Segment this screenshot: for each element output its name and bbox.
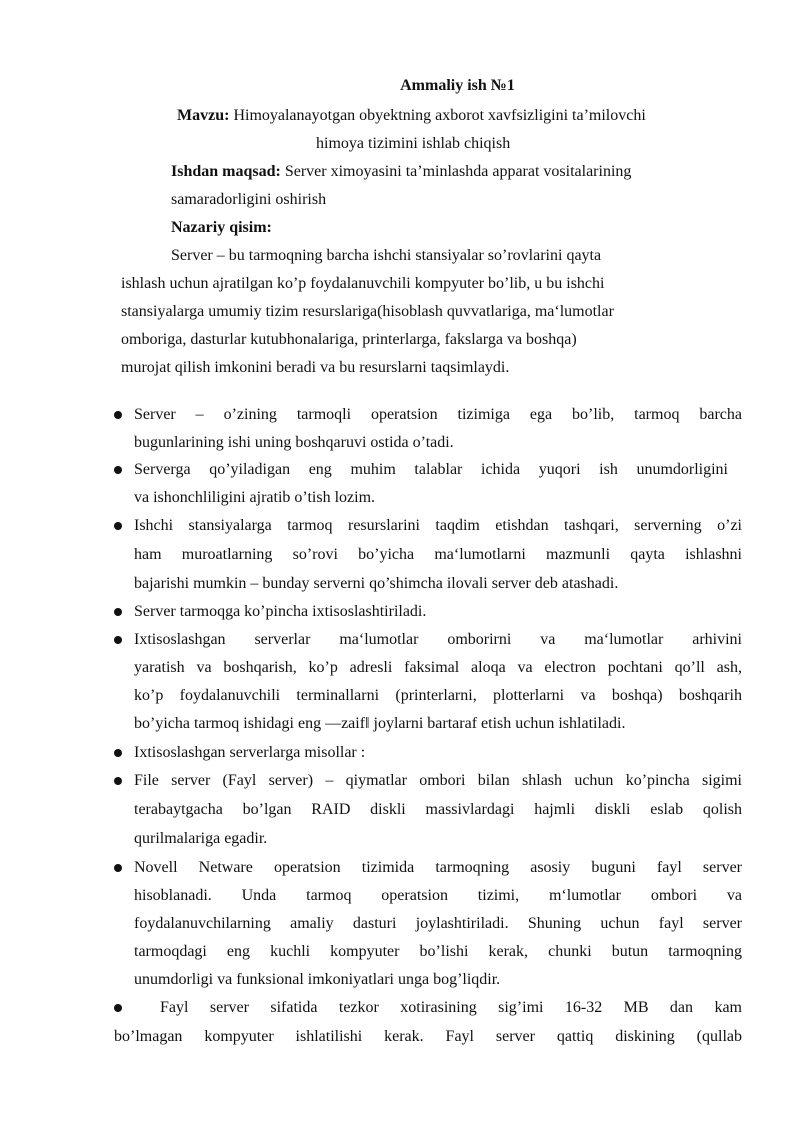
- intro-line-4: omboriga, dasturlar kutubhonalariga, printerlarga, fakslarga va boshqa): [121, 331, 577, 348]
- goal-line-1: [171, 162, 631, 182]
- intro-line-1: Server – bu tarmoqning barcha ishchi stansiyalar so’rovlarini qayta: [171, 247, 602, 264]
- bullet-dot: [114, 749, 122, 757]
- list-item-3-line-1: Ishchi stansiyalarga tarmoq resurslarini taqdim etishdan tashqari, serverning o’zi: [134, 517, 742, 534]
- list-item-8-line-4: tarmoqdagi eng kuchli kompyuter bo’lishi kerak, chunki butun tarmoqning: [134, 943, 742, 960]
- list-item-2-line-2: va ishonchliligini ajratib o’tish lozim.: [134, 489, 376, 506]
- list-item-7-line-1: File server (Fayl server) – qiymatlar ombori bilan shlash uchun ko’pincha sigimi: [134, 772, 742, 789]
- list-item-9-line-1: Fayl server sifatida tezkor xotirasining sig’imi 16-32 MB dan kam: [160, 999, 742, 1016]
- bullet-dot: [114, 522, 122, 530]
- intro-line-2: ishlash uchun ajratilgan ko’p foydalanuvchili kompyuter bo’lib, u bu ishchi: [121, 275, 605, 292]
- bullet-dot: [114, 466, 122, 474]
- goal-label: Ishdan maqsad:: [171, 163, 281, 180]
- bullet-dot: [114, 864, 122, 872]
- list-item-7-line-3: qurilmalariga egadir.: [134, 830, 268, 847]
- list-item-3-line-2: ham muroatlarning so’rovi bo’yicha ma‘lumotlarni mazmunli qayta ishlashni: [134, 546, 742, 563]
- list-item-8-line-1: Novell Netware operatsion tizimida tarmoqning asosiy buguni fayl server: [134, 859, 742, 876]
- list-item-7-line-2: terabaytgacha bo’lgan RAID diskli massivlardagi hajmli diskli eslab qolish: [134, 801, 742, 818]
- bullet-dot: [114, 608, 122, 616]
- theory-heading: Nazariy qisim:: [171, 219, 272, 236]
- list-item-1-line-1: Server – o’zining tarmoqli operatsion tizimiga ega bo’lib, tarmoq barcha: [134, 406, 742, 423]
- list-item-8-line-5: unumdorligi va funksional imkoniyatlari unga bog’liqdir.: [134, 971, 501, 988]
- list-item-8-line-3: foydalanuvchilarning amaliy dasturi joylashtiriladi. Shuning uchun fayl server: [134, 915, 742, 932]
- bullet-dot: [114, 1004, 122, 1012]
- bullet-dot: [114, 636, 122, 644]
- list-item-8-line-2: hisoblanadi. Unda tarmoq operatsion tizimi, m‘lumotlar ombori va: [134, 887, 742, 904]
- bullet-dot: [114, 777, 122, 785]
- list-item-3-line-3: bajarishi mumkin – bunday serverni qo’shimcha ilovali server deb atashadi.: [134, 575, 619, 592]
- topic-text-2: himoya tizimini ishlab chiqish: [316, 135, 511, 152]
- intro-line-3: stansiyalarga umumiy tizim resurslariga(hisoblash quvvatlariga, ma‘lumotlar: [121, 303, 614, 320]
- page-title: Ammaliy ish №1: [400, 77, 515, 94]
- topic-label: Mavzu:: [177, 107, 230, 124]
- list-item-9-line-2: bo’lmagan kompyuter ishlatilishi kerak. Fayl server qattiq diskining (qullab: [114, 1028, 742, 1045]
- list-item-4-line-1: Server tarmoqga ko’pincha ixtisoslashtiriladi.: [134, 603, 427, 620]
- list-item-5-line-4: bo’yicha tarmoq ishidagi eng ―zaif‖ joylarni bartaraf etish uchun ishlatiladi.: [134, 715, 626, 732]
- intro-line-5: murojat qilish imkonini beradi va bu resurslarni taqsimlaydi.: [121, 359, 510, 376]
- list-item-5-line-2: yaratish va boshqarish, ko’p adresli faksimal aloqa va electron pochtani qo’ll ash,: [134, 659, 742, 676]
- list-item-5-line-1: Ixtisoslashgan serverlar ma‘lumotlar omborirni va ma‘lumotlar arhivini: [134, 631, 742, 648]
- list-item-1-line-2: bugunlarining ishi uning boshqaruvi ostida o’tadi.: [134, 434, 454, 451]
- list-item-6-line-1: Ixtisoslashgan serverlarga misollar :: [134, 744, 366, 761]
- topic-line-1: [177, 106, 646, 126]
- bullet-dot: [114, 411, 122, 419]
- list-item-5-line-3: ko’p foydalanuvchili terminallarni (printerlarni, plotterlarni va boshqa) boshqarih: [134, 687, 742, 704]
- goal-text-1: Server ximoyasini ta’minlashda apparat vositalarining: [284, 163, 632, 180]
- topic-text-1: Himoyalanayotgan obyektning axborot xavfsizligini ta’milovchi: [233, 107, 646, 124]
- goal-text-2: samaradorligini oshirish: [171, 191, 327, 208]
- list-item-2-line-1: Serverga qo’yiladigan eng muhim talablar ichida yuqori ish unumdorligini: [134, 461, 728, 478]
